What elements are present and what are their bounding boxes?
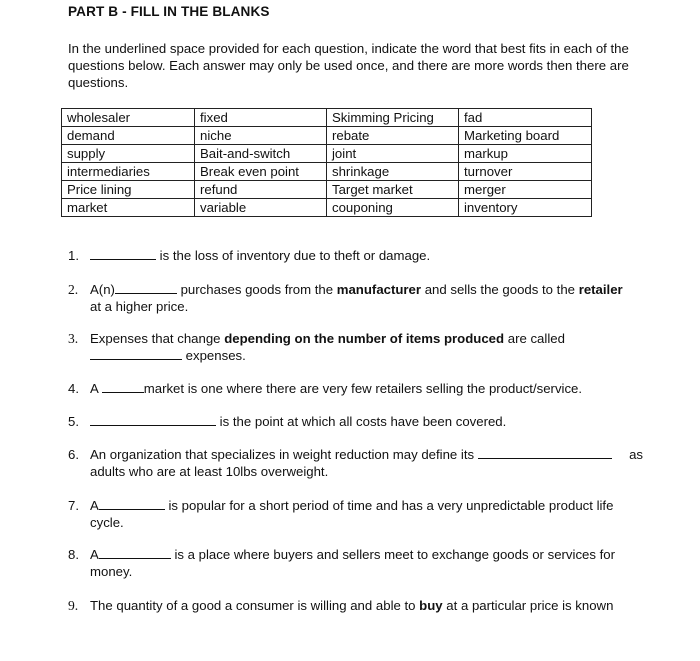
- answer-blank[interactable]: [90, 247, 156, 260]
- word-bank-cell: niche: [195, 127, 327, 145]
- question-text: Expenses that change: [90, 331, 221, 346]
- question-text: money.: [90, 564, 133, 579]
- word-bank-row: [62, 145, 592, 163]
- question-text: adults who are at least 10lbs overweight.: [90, 464, 329, 479]
- word-bank-cell: rebate: [327, 127, 459, 145]
- question-emphasis: manufacturer: [336, 282, 422, 297]
- question-emphasis: buy: [419, 598, 443, 613]
- word-bank-cell: demand: [62, 127, 195, 145]
- question-text: and sells the goods to the: [424, 282, 576, 297]
- word-bank-cell: merger: [459, 181, 592, 199]
- question-emphasis: depending on the number of items produced: [224, 331, 505, 346]
- question-text: purchases goods from the: [180, 282, 334, 297]
- question-text: A: [90, 498, 99, 513]
- question-number: 4.: [68, 381, 79, 396]
- word-bank-row: [62, 181, 592, 199]
- word-bank-cell: intermediaries: [62, 163, 195, 181]
- word-bank-cell: markup: [459, 145, 592, 163]
- word-bank-cell: Target market: [327, 181, 459, 199]
- question-emphasis: retailer: [578, 282, 623, 297]
- question-text: is the point at which all costs have been covered.: [219, 414, 507, 429]
- question-text: cycle.: [90, 515, 124, 530]
- question-number: 8.: [68, 547, 79, 562]
- word-bank-cell: couponing: [327, 199, 459, 217]
- question-text: at a particular price is known: [446, 598, 614, 613]
- question-4: [68, 380, 648, 398]
- word-bank-cell: joint: [327, 145, 459, 163]
- question-number: 3.: [68, 331, 79, 346]
- question-text: as: [629, 447, 643, 462]
- question-text: is the loss of inventory due to theft or damage.: [159, 248, 431, 263]
- question-8: [68, 546, 648, 582]
- answer-blank[interactable]: [478, 446, 612, 459]
- answer-blank[interactable]: [99, 546, 171, 559]
- question-1: [68, 247, 648, 265]
- question-number: 9.: [68, 598, 79, 613]
- word-bank-cell: turnover: [459, 163, 592, 181]
- word-bank-cell: Price lining: [62, 181, 195, 199]
- question-number: 7.: [68, 498, 79, 513]
- word-bank-cell: shrinkage: [327, 163, 459, 181]
- question-number: 1.: [68, 248, 79, 263]
- answer-blank[interactable]: [99, 497, 165, 510]
- answer-blank[interactable]: [90, 413, 216, 426]
- question-text: is popular for a short period of time and has a very unpredictable product life: [168, 498, 614, 513]
- answer-blank[interactable]: [90, 347, 182, 360]
- question-text: market is one where there are very few retailers selling the product/service.: [143, 381, 583, 396]
- section-title: PART B - FILL IN THE BLANKS: [68, 4, 270, 19]
- question-text: are called: [507, 331, 565, 346]
- question-5: [68, 413, 648, 431]
- word-bank-cell: Skimming Pricing: [327, 109, 459, 127]
- word-bank-cell: Marketing board: [459, 127, 592, 145]
- question-text: A(n): [90, 282, 115, 297]
- answer-blank[interactable]: [115, 281, 177, 294]
- question-text: is a place where buyers and sellers meet to exchange goods or services for: [174, 547, 616, 562]
- question-text: expenses.: [185, 348, 246, 363]
- question-text: The quantity of a good a consumer is willing and able to: [90, 598, 416, 613]
- word-bank-row: [62, 109, 592, 127]
- word-bank-cell: fixed: [195, 109, 327, 127]
- question-9: [68, 597, 648, 615]
- word-bank-cell: Break even point: [195, 163, 327, 181]
- word-bank-cell: refund: [195, 181, 327, 199]
- word-bank-cell: supply: [62, 145, 195, 163]
- word-bank-cell: Bait-and-switch: [195, 145, 327, 163]
- instructions: In the underlined space provided for each question, indicate the word that best fits in each of the questions below. Each answer may only be used once, and there are more words then there are questions.: [68, 41, 629, 90]
- question-3: [68, 330, 648, 366]
- question-6: [68, 446, 643, 482]
- word-bank-table: [61, 108, 592, 217]
- question-text: at a higher price.: [90, 299, 189, 314]
- question-number: 2.: [68, 282, 79, 297]
- question-text: An organization that specializes in weight reduction may define its: [90, 447, 475, 462]
- word-bank-cell: wholesaler: [62, 109, 195, 127]
- word-bank-row: [62, 127, 592, 145]
- question-text: A: [90, 381, 99, 396]
- word-bank-cell: variable: [195, 199, 327, 217]
- question-7: [68, 497, 648, 533]
- word-bank-cell: market: [62, 199, 195, 217]
- word-bank-cell: fad: [459, 109, 592, 127]
- answer-blank[interactable]: [102, 380, 144, 393]
- question-2: [68, 281, 648, 317]
- word-bank-row: [62, 163, 592, 181]
- question-number: 6.: [68, 447, 79, 462]
- word-bank-row: [62, 199, 592, 217]
- question-text: A: [90, 547, 99, 562]
- question-number: 5.: [68, 414, 79, 429]
- word-bank-cell: inventory: [459, 199, 592, 217]
